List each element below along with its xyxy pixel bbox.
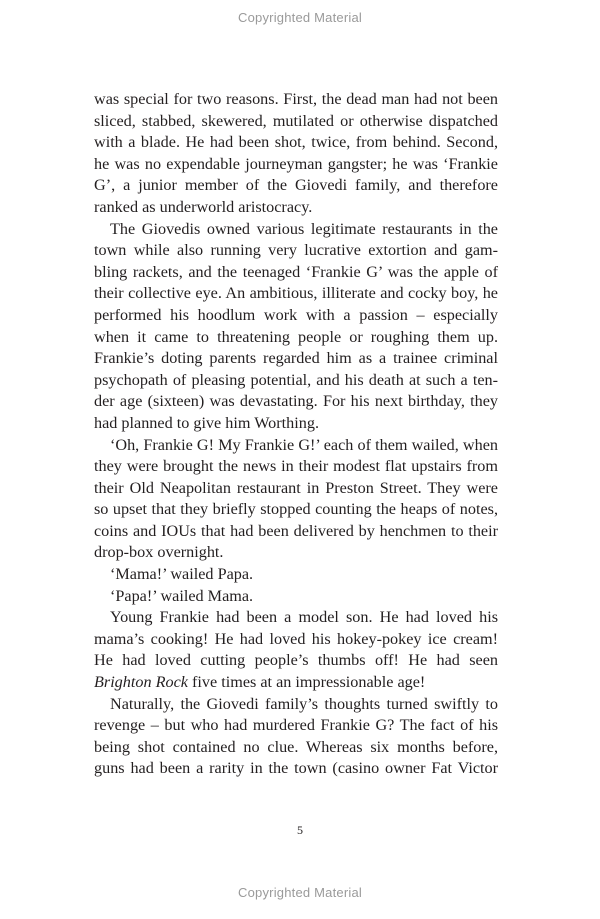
book-title-italic: Brighton Rock bbox=[94, 673, 188, 692]
paragraph-6-text-after: five times at an impressionable age! bbox=[187, 673, 426, 692]
copyright-watermark-top: Copyrighted Material bbox=[238, 10, 362, 25]
paragraph-6 bbox=[94, 607, 498, 693]
body-text bbox=[94, 89, 498, 780]
paragraph-5: ‘Papa!’ wailed Mama. bbox=[110, 586, 254, 605]
paragraph-2: The Giovedis owned various legitimate restaurants in the town while also running very lucrative extortion and gambling rackets, and the teenaged ‘Frankie G’ was the apple of their collective eye. An ambitious, illiterate and cocky boy, he performed his hoodlum work with a passion – especially when it came to threatening people or roughing them up. Frankie’s doting parents regarded him as a trainee criminal psychopath of pleasing potential, and his death at such a tender age (sixteen) was devastating. For his next birthday, they had planned to give him Worthing. bbox=[94, 219, 498, 432]
paragraph-4: ‘Mama!’ wailed Papa. bbox=[110, 565, 254, 584]
paragraph-7: Naturally, the Giovedi family’s thoughts turned swiftly to revenge – but who had murdered Frankie G? The fact of his being shot contained no clue. Whereas six months before, guns had been a rarity in the town (casino owner Fat Victor bbox=[94, 694, 498, 778]
paragraph-6-text-before: Young Frankie had been a model son. He had loved his mama’s cooking! He had loved his hokey-pokey ice cream! He had loved cutting people’s thumbs off! He had seen bbox=[94, 608, 498, 670]
page-number: 5 bbox=[297, 823, 303, 837]
paragraph-3: ‘Oh, Frankie G! My Frankie G!’ each of them wailed, when they were brought the news in their modest flat upstairs from their Old Neapolitan restaurant in Preston Street. They were so upset that they briefly stopped counting the heaps of notes, coins and IOUs that had been delivered by henchmen to their drop-box overnight. bbox=[94, 435, 498, 562]
paragraph-1: was special for two reasons. First, the dead man had not been sliced, stabbed, skewered, mutilated or otherwise dispatched with a blade. He had been shot, twice, from behind. Second, he was no expendable journeyman gangster; he was ‘Frankie G’, a junior member of the Giovedi family, and therefore ranked as underworld aristocracy. bbox=[94, 90, 498, 216]
copyright-watermark-bottom: Copyrighted Material bbox=[238, 885, 362, 900]
